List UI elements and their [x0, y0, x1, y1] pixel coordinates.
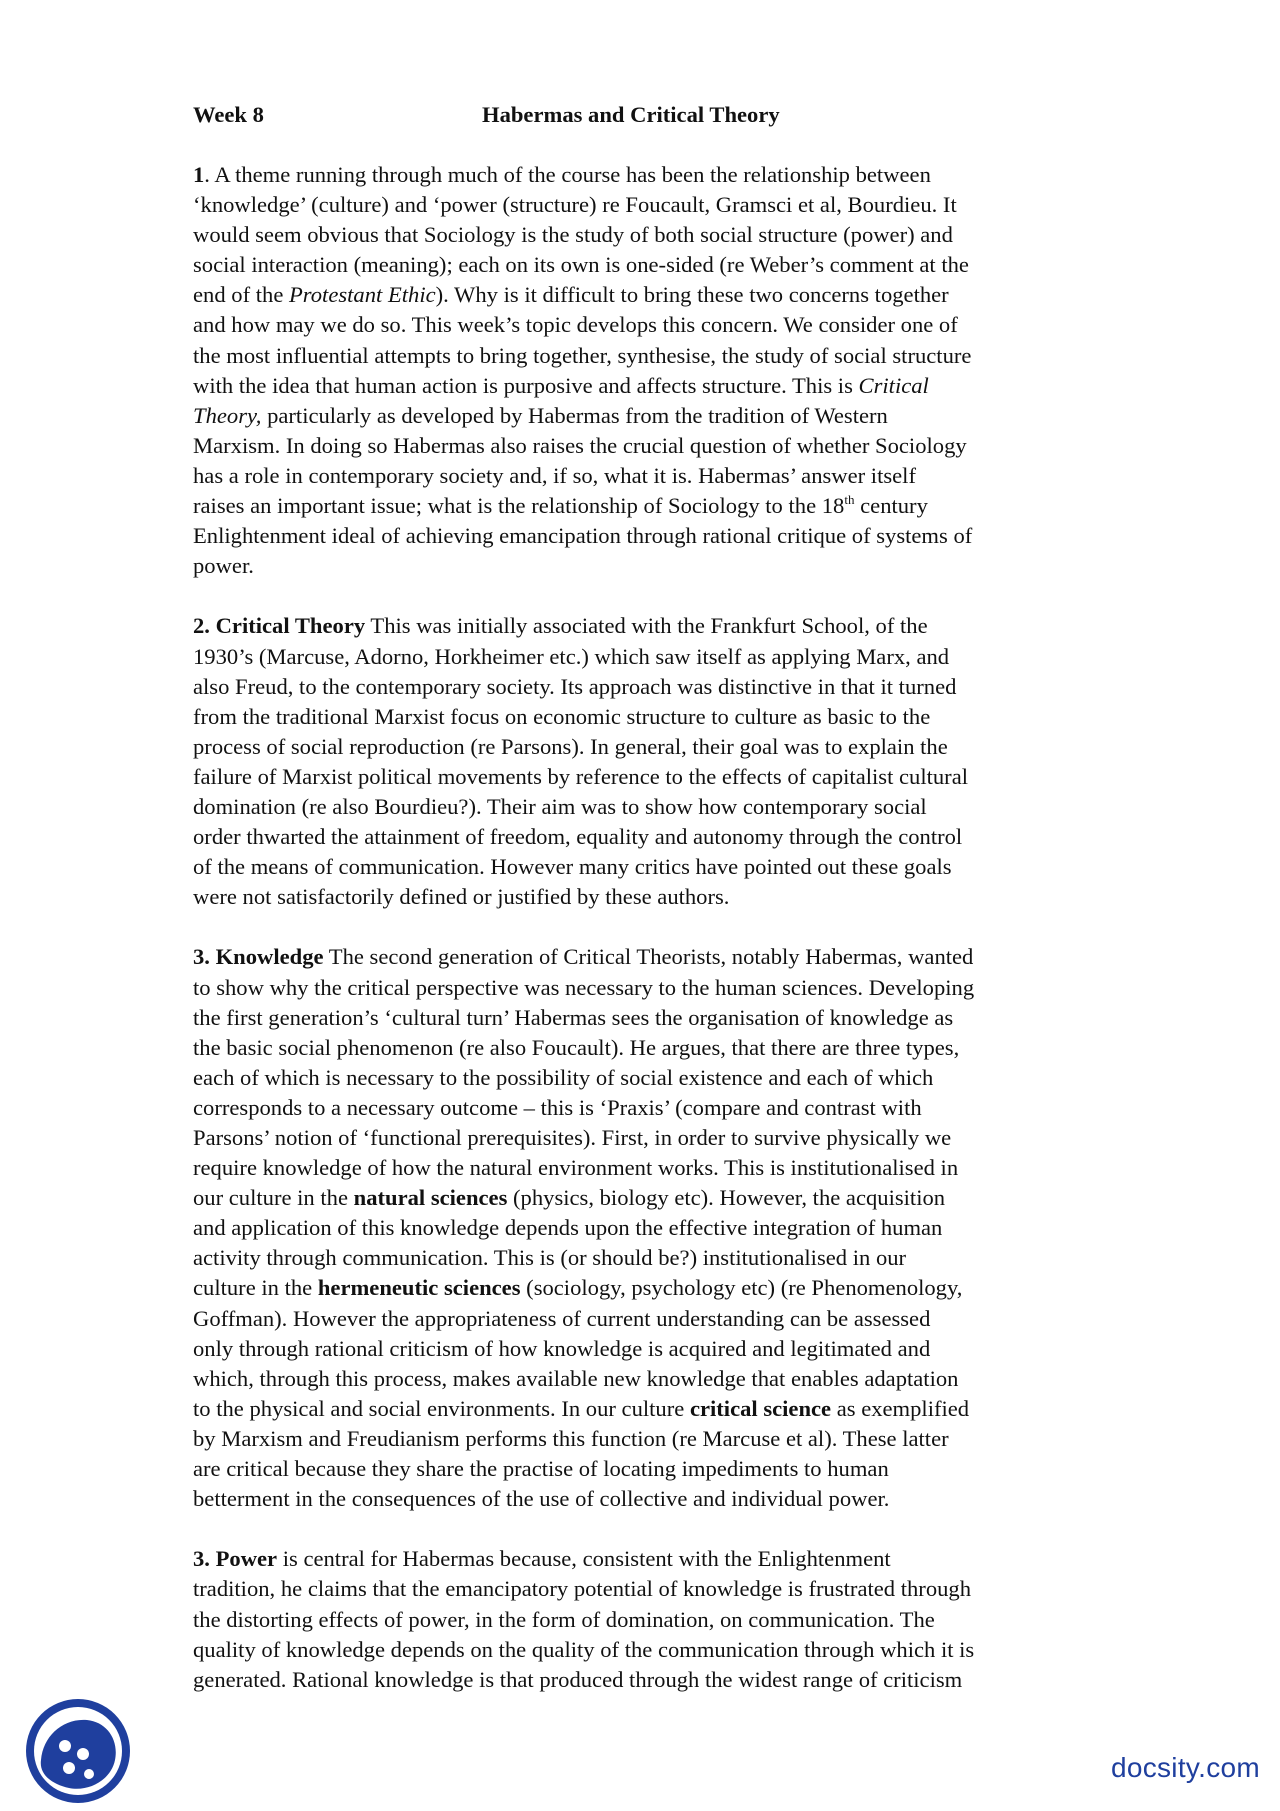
text-run: are critical because they share the practise of locating impediments to human	[193, 1456, 889, 1482]
text-run: Enlightenment ideal of achieving emancipation through rational critique of systems of	[193, 523, 973, 549]
text-run: which, through this process, makes available new knowledge that enables adaptation	[193, 1365, 959, 1391]
text-run: only through rational criticism of how knowledge is acquired and legitimated and	[193, 1335, 931, 1361]
text-line	[193, 1484, 1093, 1514]
text-line	[193, 1424, 1093, 1454]
text-run: would seem obvious that Sociology is the study of both social structure (power) and	[193, 222, 953, 248]
text-line	[193, 220, 1093, 250]
paragraph	[193, 1544, 1093, 1694]
text-line	[193, 1454, 1093, 1484]
document-heading	[193, 100, 1093, 130]
text-run: to show why the critical perspective was necessary to the human sciences. Developing	[193, 974, 975, 1000]
italic-text: Theory,	[193, 402, 262, 428]
docsity-logo-icon[interactable]	[23, 1696, 133, 1806]
text-line	[193, 491, 1093, 521]
bold-text: 3. Power	[193, 1546, 278, 1572]
text-line	[193, 1273, 1093, 1303]
text-run: process of social reproduction (re Parsons). In general, their goal was to explain the	[193, 733, 948, 759]
text-run: our culture in the	[193, 1185, 354, 1211]
text-line	[193, 973, 1093, 1003]
text-run: This was initially associated with the Frankfurt School, of the	[365, 613, 928, 639]
document-title: Habermas and Critical Theory	[482, 102, 780, 127]
text-line	[193, 1093, 1093, 1123]
paragraph	[193, 942, 1093, 1514]
text-run: with the idea that human action is purposive and affects structure. This is	[193, 372, 859, 398]
text-line	[193, 611, 1093, 641]
text-line	[193, 341, 1093, 371]
text-line	[193, 732, 1093, 762]
text-line	[193, 431, 1093, 461]
text-line	[193, 310, 1093, 340]
text-run: each of which is necessary to the possibility of social existence and each of which	[193, 1064, 934, 1090]
text-run: power.	[193, 553, 254, 579]
text-run: end of the	[193, 282, 289, 308]
text-line	[193, 1183, 1093, 1213]
text-run: as exemplified	[831, 1395, 970, 1421]
text-run: . A theme running through much of the course has been the relationship between	[204, 162, 931, 187]
text-line	[193, 672, 1093, 702]
text-run: quality of knowledge depends on the quality of the communication through which it is	[193, 1636, 975, 1662]
text-line	[193, 190, 1093, 220]
text-line	[193, 551, 1093, 581]
text-line	[193, 852, 1093, 882]
italic-text: Critical	[858, 372, 929, 398]
bold-text: natural sciences	[353, 1185, 508, 1211]
text-line	[193, 1063, 1093, 1093]
italic-text: Protestant Ethic	[289, 282, 436, 308]
text-line	[193, 1123, 1093, 1153]
bold-text: 2. Critical Theory	[193, 613, 366, 639]
text-run: Marxism. In doing so Habermas also raises the crucial question of whether Sociology	[193, 432, 967, 458]
week-label: Week 8	[193, 102, 264, 127]
text-line	[193, 702, 1093, 732]
text-line	[193, 1394, 1093, 1424]
bold-text: critical science	[689, 1395, 832, 1421]
text-line	[193, 1544, 1093, 1574]
text-line	[193, 401, 1093, 431]
text-run: of the means of communication. However many critics have pointed out these goals	[193, 854, 952, 880]
text-run: activity through communication. This is (or should be?) institutionalised in our	[193, 1245, 907, 1271]
text-line	[193, 1243, 1093, 1273]
text-line	[193, 1574, 1093, 1604]
paragraph	[193, 160, 1093, 581]
text-run: ). Why is it difficult to bring these two concerns together	[435, 282, 949, 308]
text-line	[193, 822, 1093, 852]
text-line	[193, 762, 1093, 792]
text-line	[193, 1364, 1093, 1394]
text-run: culture in the	[193, 1275, 318, 1301]
text-run: generated. Rational knowledge is that produced through the widest range of criticism	[193, 1666, 963, 1692]
text-run: domination (re also Bourdieu?). Their aim was to show how contemporary social	[193, 793, 927, 819]
text-run: (sociology, psychology etc) (re Phenomenology,	[520, 1275, 963, 1301]
text-run: (physics, biology etc). However, the acquisition	[507, 1185, 946, 1211]
bold-text: 3. Knowledge	[193, 944, 324, 970]
bold-text: 1	[193, 162, 205, 187]
text-line	[193, 1213, 1093, 1243]
text-line	[193, 1334, 1093, 1364]
text-line	[193, 1635, 1093, 1665]
text-line	[193, 280, 1093, 310]
text-run: ‘knowledge’ (culture) and ‘power (structure) re Foucault, Gramsci et al, Bourdieu. It	[193, 192, 957, 218]
text-line	[193, 160, 1093, 190]
text-line	[193, 792, 1093, 822]
text-line	[193, 250, 1093, 280]
text-line	[193, 1003, 1093, 1033]
text-line	[193, 882, 1093, 912]
document-body	[193, 160, 1093, 1695]
text-line	[193, 642, 1093, 672]
text-run: 1930’s (Marcuse, Adorno, Horkheimer etc.) which saw itself as applying Marx, and	[193, 643, 950, 669]
text-run: century	[854, 493, 928, 519]
text-run: order thwarted the attainment of freedom, equality and autonomy through the control	[193, 824, 963, 850]
text-run: tradition, he claims that the emancipatory potential of knowledge is frustrated through	[193, 1576, 972, 1602]
text-run: the first generation’s ‘cultural turn’ Habermas sees the organisation of knowledge as	[193, 1004, 954, 1030]
text-run: Parsons’ notion of ‘functional prerequisites). First, in order to survive physically we	[193, 1125, 952, 1150]
text-line	[193, 521, 1093, 551]
document-page	[193, 100, 1093, 1725]
text-line	[193, 1033, 1093, 1063]
text-run: The second generation of Critical Theorists, notably Habermas, wanted	[323, 944, 974, 970]
text-run: corresponds to a necessary outcome – this is ‘Praxis’ (compare and contrast with	[193, 1094, 922, 1120]
text-run: require knowledge of how the natural environment works. This is institutionalised in	[193, 1155, 959, 1181]
text-run: also Freud, to the contemporary society. Its approach was distinctive in that it turned	[193, 673, 957, 699]
docsity-brand-link[interactable]: docsity.com	[1110, 1752, 1260, 1783]
text-line	[193, 461, 1093, 491]
paragraph	[193, 611, 1093, 912]
text-run: raises an important issue; what is the relationship of Sociology to the 18	[193, 493, 845, 519]
text-line	[193, 1153, 1093, 1183]
text-run: social interaction (meaning); each on its own is one-sided (re Weber’s comment at the	[193, 252, 969, 278]
text-run: from the traditional Marxist focus on economic structure to culture as basic to the	[193, 703, 931, 729]
text-run: the most influential attempts to bring together, synthesise, the study of social structure	[193, 342, 972, 368]
text-run: and application of this knowledge depends upon the effective integration of human	[193, 1215, 943, 1241]
text-run: particularly as developed by Habermas from the tradition of Western	[261, 402, 888, 428]
text-run: to the physical and social environments. In our culture	[193, 1395, 690, 1421]
text-line	[193, 1304, 1093, 1334]
bold-text: hermeneutic sciences	[317, 1275, 521, 1301]
text-run: the basic social phenomenon (re also Foucault). He argues, that there are three types,	[193, 1034, 960, 1060]
text-line	[193, 371, 1093, 401]
text-run: Goffman). However the appropriateness of current understanding can be assessed	[193, 1305, 931, 1331]
text-run: is central for Habermas because, consistent with the Enlightenment	[277, 1546, 891, 1572]
text-run: were not satisfactorily defined or justified by these authors.	[193, 884, 730, 910]
text-run: has a role in contemporary society and, if so, what it is. Habermas’ answer itself	[193, 462, 916, 488]
text-run: failure of Marxist political movements by reference to the effects of capitalist cultural	[193, 763, 969, 789]
text-line	[193, 942, 1093, 972]
text-run: and how may we do so. This week’s topic develops this concern. We consider one of	[193, 312, 958, 338]
text-run: betterment in the consequences of the use of collective and individual power.	[193, 1486, 890, 1512]
superscript-text: th	[844, 492, 855, 508]
text-line	[193, 1665, 1093, 1695]
text-line	[193, 1605, 1093, 1635]
text-run: by Marxism and Freudianism performs this function (re Marcuse et al). These latter	[193, 1425, 949, 1451]
text-run: the distorting effects of power, in the form of domination, on communication. The	[193, 1606, 935, 1632]
